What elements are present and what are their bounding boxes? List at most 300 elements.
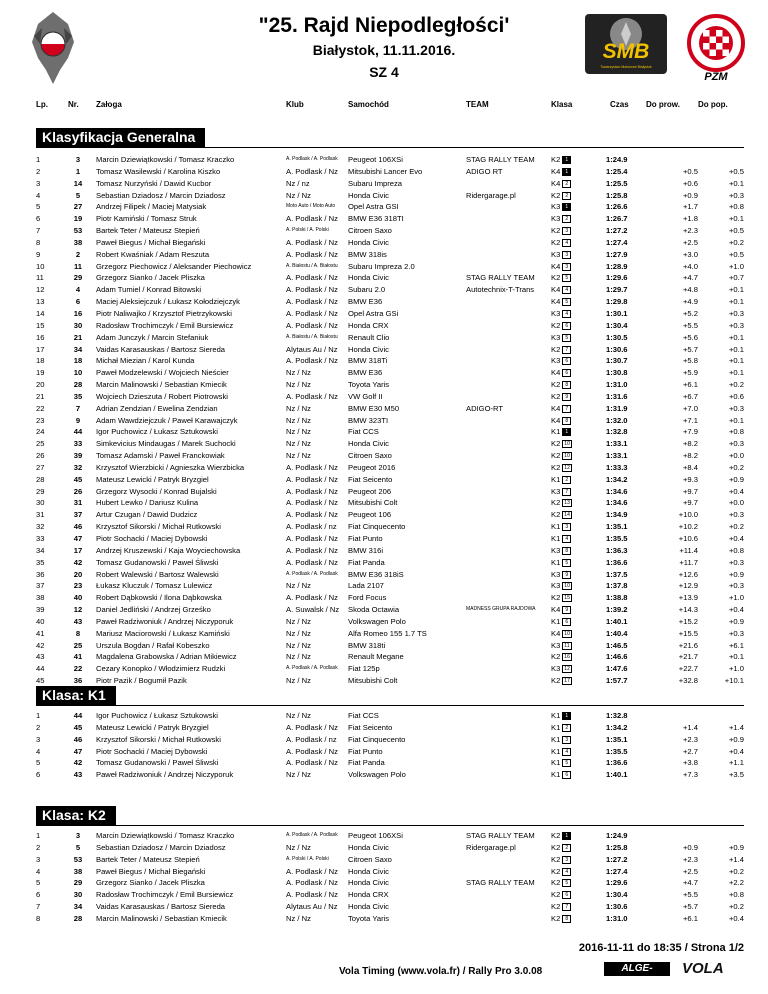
row-crew: Robert Kwaśniak / Adam Reszuta [96,249,210,259]
row-crew: Vaidas Karasauskas / Bartosz Siereda [96,902,226,912]
row-class [551,474,571,486]
row-club: A. Polski / A. Polski [286,227,329,234]
row-car: Fiat 125p [348,664,380,674]
row-team: Autotechnix-T-Trans [466,285,535,295]
row-club: Nz / Nz [286,581,311,591]
row-class-label: K2 [551,498,561,508]
row-class [551,889,571,901]
row-gap-leader: +6.7 [683,391,698,401]
row-crew: Marcin Malinowski / Sebastian Kmiecik [96,913,227,923]
row-start-number: 11 [73,261,83,271]
table-row [0,509,768,521]
row-gap-previous: +0.9 [729,842,744,852]
row-class-label: K4 [551,415,561,425]
row-time: 1:29.7 [606,285,628,295]
row-club: A. Podlask / Nz [286,273,338,283]
row-position: 41 [36,628,45,638]
row-position: 1 [36,155,41,164]
row-class-label: K4 [551,166,561,176]
row-class-position-badge: 1 [562,168,571,176]
row-club: Nz / Nz [286,439,311,449]
row-position: 14 [36,308,45,318]
row-time: 1:32.0 [606,415,628,425]
row-car: BMW 318is [348,249,387,259]
row-class-position-badge: 2 [562,476,571,484]
row-position: 30 [36,498,45,508]
row-class-label: K3 [551,202,561,212]
row-crew: Adam Wawdziejczuk / Paweł Karawajczyk [96,415,238,425]
row-gap-previous: +0.8 [729,427,744,437]
row-position: 44 [36,664,45,674]
row-time: 1:24.9 [606,155,628,164]
row-class [551,710,571,722]
row-start-number: 27 [73,202,83,212]
row-class [551,320,571,332]
row-start-number: 32 [73,462,83,472]
row-class [551,877,571,889]
row-gap-leader: +5.5 [683,890,698,900]
row-position: 42 [36,640,45,650]
row-class-position-badge: 1 [562,832,571,840]
row-gap-leader: +5.9 [683,368,698,378]
table-row [0,604,768,616]
row-class [551,651,572,663]
row-club: Nz / Nz [286,427,311,437]
row-class [551,154,571,166]
row-position: 22 [36,403,45,413]
row-gap-leader: +9.7 [683,486,698,496]
row-position: 32 [36,522,45,532]
row-team: Ridergarage.pl [466,190,516,200]
row-position: 5 [36,878,41,888]
col-dfirst: Do pop. [698,100,728,109]
row-gap-leader: +9.3 [683,474,698,484]
row-class [551,545,571,557]
row-time: 1:25.4 [606,166,628,176]
row-position: 2 [36,722,41,732]
row-gap-leader: +0.6 [683,178,698,188]
row-position: 23 [36,415,45,425]
row-class-position-badge: 5 [562,559,571,567]
row-class [551,261,571,273]
row-start-number: 44 [73,711,83,720]
row-car: Fiat Seicento [348,722,393,732]
row-club: Nz / Nz [286,451,311,461]
row-club: A. Podlask / Nz [286,758,338,768]
table-row [0,178,768,190]
row-gap-leader: +15.2 [678,616,698,626]
row-car: Peugeot 2016 [348,462,396,472]
row-car: Honda CRX [348,320,389,330]
table-row [0,757,768,769]
row-club: A. Podlask / Nz [286,166,338,176]
row-class [551,391,571,403]
row-car: BMW E36 [348,297,383,307]
row-car: BMW 318Ti [348,356,388,366]
table-row [0,545,768,557]
row-class [551,308,571,320]
row-time: 1:40.4 [606,628,628,638]
row-car: Renault Megane [348,652,404,662]
row-gap-previous: +0.2 [729,237,744,247]
row-position: 8 [36,913,41,923]
row-car: Honda Civic [348,344,389,354]
row-crew: Vaidas Karasauskas / Bartosz Siereda [96,344,226,354]
row-gap-leader: +2.3 [683,226,698,236]
row-start-number: 37 [73,510,83,520]
row-class-label: K2 [551,451,561,461]
row-start-number: 5 [75,842,81,852]
table-row [0,272,768,284]
row-class [551,842,571,854]
row-gap-previous: +0.5 [729,249,744,259]
table-row [0,154,768,166]
row-class [551,854,571,866]
row-start-number: 53 [73,854,83,864]
row-position: 21 [36,391,45,401]
row-position: 29 [36,486,45,496]
row-time: 1:25.8 [606,190,628,200]
row-class-label: K2 [551,593,561,603]
row-start-number: 36 [73,676,83,686]
row-class-position-badge: 6 [562,891,571,899]
row-gap-previous: +0.3 [729,190,744,200]
row-class-position-badge: 10 [564,583,570,590]
row-class-position-badge: 8 [562,381,571,389]
row-team: Ridergarage.pl [466,842,516,852]
row-crew: Urszula Bogdan / Rafał Kobeszko [96,640,210,650]
row-start-number: 19 [73,214,83,224]
row-class-position-badge: 5 [562,879,571,887]
row-start-number: 42 [73,557,83,567]
row-class [551,913,571,925]
row-club: Nz / Nz [286,415,311,425]
row-gap-leader: +10.2 [678,522,698,532]
row-class-label: K2 [551,878,561,888]
row-class-position-badge: 3 [562,736,571,744]
row-gap-leader: +2.5 [683,237,698,247]
table-row [0,237,768,249]
row-car: Mitsubishi Colt [348,498,398,508]
row-class-position-badge: 6 [562,369,571,377]
row-car: Toyota Yaris [348,380,390,390]
row-car: Alfa Romeo 155 1.7 TS [348,628,427,638]
row-position: 36 [36,569,45,579]
row-start-number: 8 [75,628,81,638]
row-position: 27 [36,462,45,472]
row-position: 16 [36,332,45,342]
row-club: A. Podlask / Nz [286,722,338,732]
row-class-label: K2 [551,854,561,864]
row-class-position-badge: 12 [564,464,570,471]
row-class-position-badge: 6 [562,618,571,626]
row-class-label: K2 [551,890,561,900]
row-gap-previous: +0.8 [729,202,744,212]
row-time: 1:32.8 [606,711,628,720]
row-crew: Tomasz Gudanowski / Paweł Śliwski [96,557,219,567]
section-title-k2: Klasa: K2 [36,806,116,825]
row-start-number: 46 [73,522,83,532]
row-class [551,225,571,237]
row-car: Subaru Impreza [348,178,403,188]
row-car: Fiat CCS [348,711,379,720]
row-crew: Piotr Sochacki / Maciej Dybowski [96,534,208,543]
row-club: Nz / Nz [286,616,311,626]
col-time: Czas [610,100,629,109]
row-class-label: K4 [551,297,561,307]
row-position: 5 [36,202,41,212]
row-gap-previous: +0.2 [729,902,744,912]
row-car: BMW E30 M50 [348,403,400,413]
row-class-label: K3 [551,214,561,224]
row-gap-previous: +0.1 [729,332,744,342]
pzm-logo [687,14,745,86]
row-car: Honda Civic [348,439,389,449]
row-gap-leader: +5.7 [683,344,698,354]
row-crew: Marcin Dziewiątkowski / Tomasz Kraczko [96,155,235,164]
row-class-position-badge: 10 [564,441,570,448]
row-start-number: 29 [73,273,83,283]
row-class-label: K2 [551,320,561,330]
row-start-number: 3 [75,155,81,164]
table-row [0,379,768,391]
row-start-number: 47 [73,534,83,543]
row-class [551,675,572,687]
row-time: 1:38.8 [606,593,628,603]
table-row [0,913,768,925]
row-time: 1:30.4 [606,320,628,330]
table-row [0,866,768,878]
footer-datetime-page: 2016-11-11 do 18:35 / Strona 1/2 [578,942,744,954]
row-car: Fiat Panda [348,758,385,768]
table-row [0,403,768,415]
row-crew: Paweł Radziwoniuk / Andrzej Niczyporuk [96,770,234,780]
row-start-number: 42 [73,758,83,768]
row-class-position-badge: 4 [562,286,571,294]
row-class-label: K3 [551,581,561,591]
row-club: A. Podlask / nz [286,522,337,532]
row-car: Mitsubishi Lancer Evo [348,166,423,176]
row-club: A. Podlask / Nz [286,557,338,567]
row-class [551,592,572,604]
table-row [0,640,768,652]
row-class-label: K1 [551,758,561,768]
row-gap-previous: +0.1 [729,356,744,366]
row-position: 3 [36,854,41,864]
event-subtitle: Białystok, 11.11.2016. [312,42,456,58]
row-time: 1:47.6 [606,664,628,674]
section-divider [36,705,744,706]
table-row [0,462,768,474]
row-car: BMW E36 [348,368,383,378]
row-class-position-badge: 3 [562,251,571,259]
col-car: Samochód [348,100,389,109]
row-crew: Robert Walewski / Bartosz Walewski [96,569,219,579]
row-crew: Tomasz Gudanowski / Paweł Śliwski [96,758,219,768]
row-class-label: K3 [551,249,561,259]
row-start-number: 25 [73,640,83,650]
row-crew: Andrzej Filipek / Maciej Matysiak [96,202,207,212]
row-class-label: K2 [551,391,561,401]
row-gap-previous: +0.5 [729,166,744,176]
row-class-position-badge: 9 [562,606,571,614]
row-club: A. Podlask / Nz [286,214,338,224]
table-row [0,213,768,225]
row-club: A. Polski / A. Polski [286,855,329,862]
row-club: A. Podlask / Nz [286,391,338,401]
row-team: STAG RALLY TEAM [466,831,535,840]
row-class-position-badge: 17 [564,678,570,685]
row-time: 1:30.8 [606,368,628,378]
table-row [0,426,768,438]
row-club: Nz / Nz [286,652,311,662]
row-car: Honda Civic [348,237,389,247]
row-gap-leader: +22.7 [678,664,698,674]
row-club: A. Suwalsk / Nz [286,605,340,615]
row-class-label: K3 [551,486,561,496]
row-gap-previous: +0.3 [729,557,744,567]
row-gap-previous: +0.1 [729,297,744,307]
row-class [551,237,571,249]
row-position: 19 [36,368,45,378]
row-gap-previous: +0.8 [729,545,744,555]
row-crew: Grzegorz Piechowicz / Aleksander Piechowicz [96,261,252,271]
row-car: Fiat Punto [348,746,383,756]
row-class-label: K3 [551,356,561,366]
row-class-position-badge: 7 [562,346,571,354]
row-class-label: K2 [551,380,561,390]
row-class-position-badge: 2 [562,215,571,223]
row-class-label: K2 [551,155,561,164]
row-crew: Tomasz Nurzyński / Dawid Kucbor [96,178,212,188]
row-class [551,901,571,913]
row-position: 15 [36,320,45,330]
row-position: 7 [36,226,41,236]
row-class [551,462,572,474]
row-class [551,426,571,438]
row-class-position-badge: 14 [564,512,570,519]
row-position: 17 [36,344,45,354]
row-class-position-badge: 4 [562,310,571,318]
row-gap-leader: +4.7 [683,273,698,283]
row-class-label: K2 [551,237,561,247]
row-class-label: K1 [551,722,561,732]
row-gap-leader: +2.3 [683,734,698,744]
row-club: A. Podlask / Nz [286,498,338,508]
row-club: A. Podlask / A. Podlask [286,570,338,577]
row-club: Nz / Nz [286,190,311,200]
row-gap-previous: +0.1 [729,652,744,662]
row-time: 1:29.8 [606,297,628,307]
row-time: 1:34.2 [606,722,628,732]
row-position: 13 [36,297,45,307]
row-gap-previous: +0.4 [729,605,744,615]
row-gap-previous: +10.1 [724,676,744,686]
row-start-number: 47 [73,746,83,756]
row-time: 1:31.6 [606,391,628,401]
row-class-position-badge: 2 [562,180,571,188]
table-row [0,557,768,569]
row-start-number: 29 [73,878,83,888]
row-position: 2 [36,842,41,852]
row-crew: Artur Czugan / Dawid Dudzicz [96,510,198,520]
row-class-label: K3 [551,569,561,579]
section-title-general: Klasyfikacja Generalna [36,128,205,147]
row-position: 8 [36,237,41,247]
row-crew: Igor Puchowicz / Łukasz Sztukowski [96,427,218,437]
row-gap-leader: +7.9 [683,427,698,437]
row-club: A. Podlask / Nz [286,356,338,366]
row-club: A. Podlask / Nz [286,486,338,496]
row-gap-previous: +0.2 [729,866,744,876]
row-class-label: K4 [551,628,561,638]
row-club: Nz / Nz [286,403,311,413]
row-start-number: 43 [73,770,83,780]
row-position: 38 [36,593,45,603]
row-club: A. Podlask / Nz [286,866,338,876]
row-crew: Piotr Pazik / Bogumił Pazik [96,676,187,686]
table-row [0,769,768,781]
stage-label: SZ 4 [369,64,399,80]
row-gap-previous: +0.1 [729,344,744,354]
row-car: Opel Astra GSi [348,308,399,318]
row-gap-leader: +0.9 [683,190,698,200]
row-gap-previous: +0.2 [729,462,744,472]
row-class [551,272,571,284]
row-class [551,533,571,545]
row-car: Honda Civic [348,842,389,852]
row-gap-leader: +15.5 [678,628,698,638]
row-time: 1:40.1 [606,616,628,626]
row-gap-previous: +0.3 [729,628,744,638]
results-table-general [0,154,768,687]
row-crew: Adam Junczyk / Marcin Stefaniuk [96,332,209,342]
row-gap-previous: +0.4 [729,534,744,543]
smb-logo [585,14,667,74]
table-row [0,415,768,427]
row-gap-leader: +1.4 [683,722,698,732]
table-row [0,663,768,675]
row-class-label: K1 [551,474,561,484]
row-position: 4 [36,190,41,200]
table-row [0,450,768,462]
row-crew: Paweł Biegus / Michał Biegański [96,237,206,247]
row-class-position-badge: 8 [562,915,571,923]
row-gap-previous: +1.4 [729,722,744,732]
row-club: Nz / Nz [286,640,311,650]
row-crew: Tomasz Wasilewski / Karolina Kiszko [96,166,221,176]
row-start-number: 16 [73,308,83,318]
row-class [551,604,571,616]
row-class-position-badge: 7 [562,488,571,496]
row-gap-previous: +0.5 [729,226,744,236]
row-time: 1:29.6 [606,273,628,283]
row-club: A. Podlask / A. Podlask [286,665,338,672]
table-row [0,830,768,842]
row-gap-leader: +0.5 [683,166,698,176]
row-position: 10 [36,261,45,271]
row-crew: Mateusz Lewicki / Patryk Bryzgiel [96,722,209,732]
row-gap-leader: +10.0 [678,510,698,520]
row-start-number: 28 [73,380,83,390]
row-class-label: K2 [551,190,561,200]
row-class [551,734,571,746]
row-gap-previous: +0.3 [729,439,744,449]
row-class [551,190,571,202]
row-class-label: K4 [551,403,561,413]
row-class [551,403,571,415]
table-row [0,190,768,202]
